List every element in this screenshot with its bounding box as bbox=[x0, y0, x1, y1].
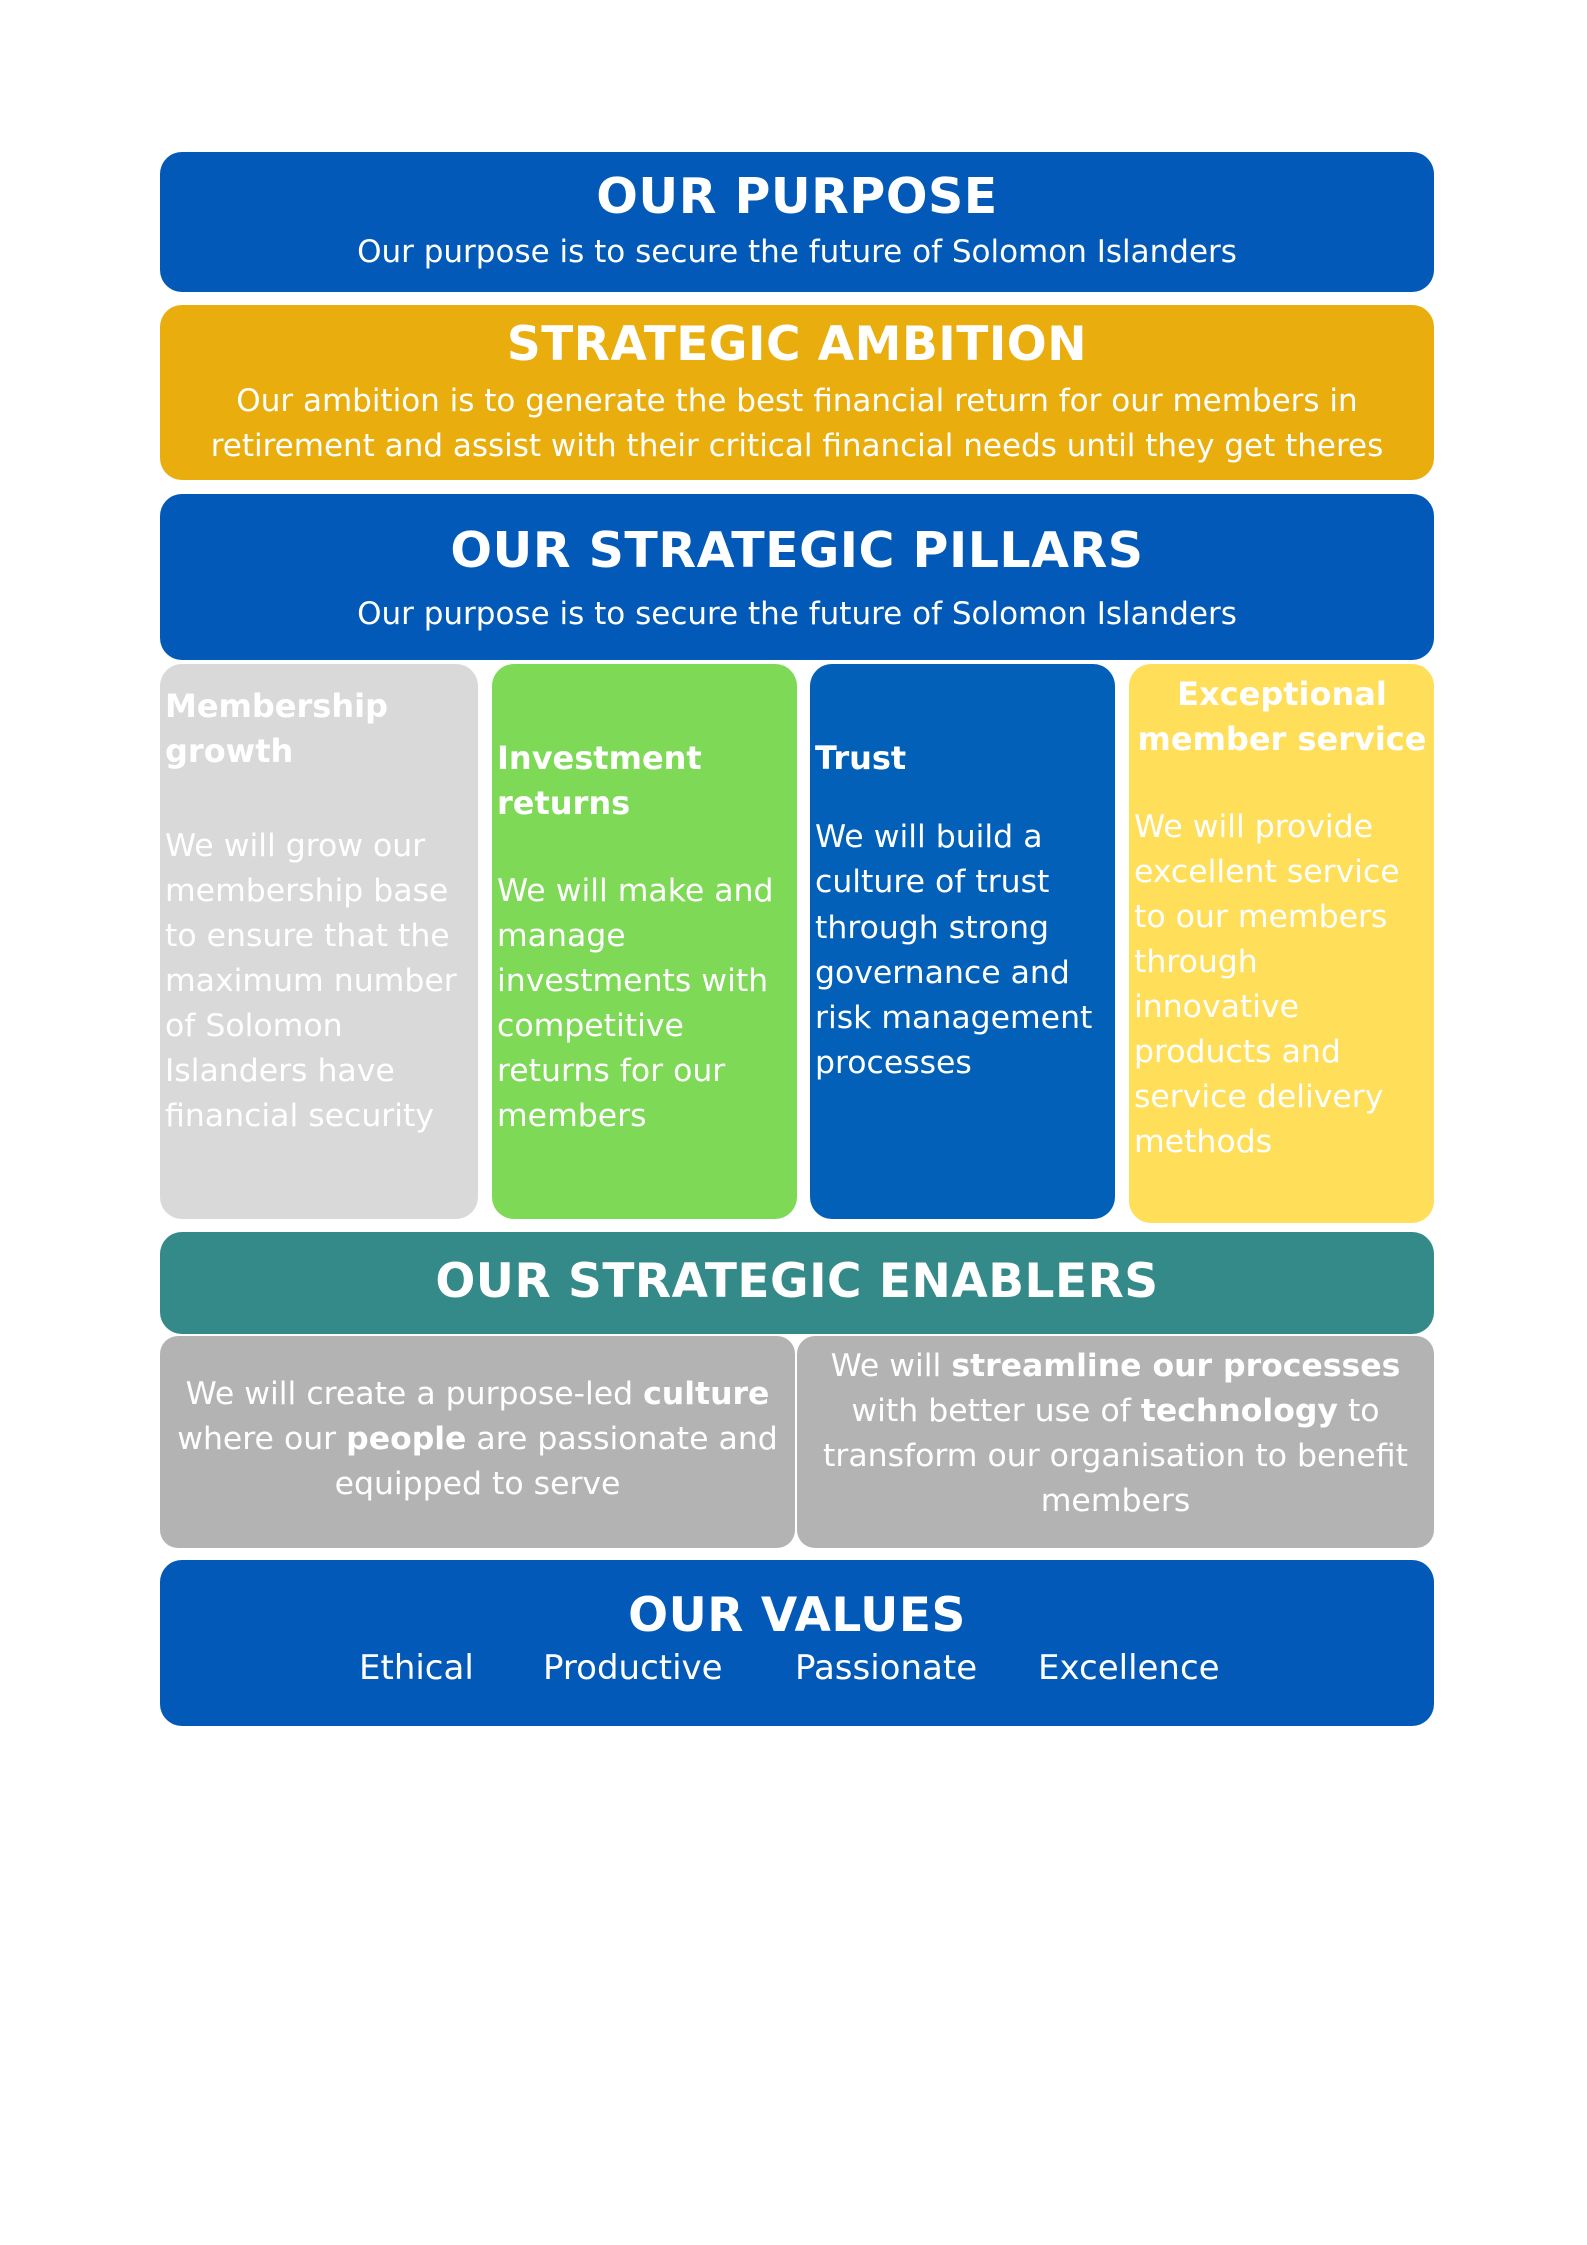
enabler-keyword: streamline our processes bbox=[951, 1348, 1401, 1384]
pillar-body-line: to our members bbox=[1134, 898, 1388, 935]
pillar-body-line: through bbox=[1134, 943, 1258, 980]
pillars-text: Our purpose is to secure the future of Solomon Islanders bbox=[357, 595, 1237, 632]
enabler-text-part: members bbox=[1040, 1483, 1191, 1520]
pillar-membership-growth bbox=[160, 664, 478, 1219]
enabler-keyword: technology bbox=[1140, 1393, 1338, 1430]
enabler-text-part: to bbox=[1337, 1393, 1380, 1430]
pillar-title bbox=[165, 664, 474, 775]
ambition-heading: STRATEGIC AMBITION bbox=[506, 317, 1088, 372]
pillar-title-line: returns bbox=[497, 784, 631, 823]
pillar-body-line: through strong bbox=[815, 909, 1050, 946]
value-item: Excellence bbox=[1038, 1648, 1220, 1688]
purpose-text: Our purpose is to secure the future of Solomon Islanders bbox=[357, 233, 1237, 270]
pillar-body bbox=[165, 824, 474, 1139]
enabler-text-part: transform our organisation to benefit bbox=[823, 1438, 1408, 1475]
pillar-body-line: Islanders have bbox=[165, 1053, 395, 1090]
pillar-body-line: We will provide bbox=[1134, 808, 1374, 845]
enabler-text bbox=[160, 1372, 795, 1507]
enabler-text-part: We will bbox=[830, 1348, 952, 1384]
pillars-heading: OUR STRATEGIC PILLARS bbox=[450, 522, 1144, 579]
enabler-culture bbox=[160, 1336, 795, 1548]
enabler-keyword: people bbox=[346, 1421, 467, 1458]
enabler-text-part: are passionate and bbox=[466, 1421, 778, 1458]
ambition-text bbox=[160, 379, 1434, 469]
pillar-title-line: Membership bbox=[165, 687, 388, 725]
purpose-heading: OUR PURPOSE bbox=[596, 168, 998, 225]
enabler-text bbox=[797, 1344, 1434, 1524]
pillar-body-line: processes bbox=[815, 1044, 972, 1081]
pillar-body-line: membership base bbox=[165, 872, 449, 909]
pillar-investment-returns bbox=[492, 664, 797, 1219]
pillar-body-line: innovative bbox=[1134, 989, 1300, 1025]
pillars-header-panel bbox=[160, 494, 1434, 660]
pillar-title-line: growth bbox=[165, 732, 294, 771]
enabler-text-part: where our bbox=[177, 1421, 347, 1458]
pillar-body-line: We will grow our bbox=[165, 827, 426, 864]
enabler-text-part: with better use of bbox=[851, 1393, 1141, 1430]
pillar-trust bbox=[810, 664, 1115, 1219]
pillar-title bbox=[497, 664, 793, 827]
enabler-processes bbox=[797, 1336, 1434, 1548]
pillar-title-line: Investment bbox=[497, 739, 702, 777]
pillar-body-line: of Solomon bbox=[165, 1008, 343, 1044]
pillar-body-line: We will build a bbox=[815, 819, 1043, 856]
pillar-body-line: methods bbox=[1134, 1124, 1273, 1161]
enablers-heading: OUR STRATEGIC ENABLERS bbox=[435, 1254, 1159, 1309]
enablers-header-panel bbox=[160, 1232, 1434, 1334]
pillar-title bbox=[1134, 664, 1430, 763]
pillar-body-line: returns for our bbox=[497, 1053, 726, 1089]
pillar-body-line: service delivery bbox=[1134, 1079, 1384, 1116]
value-item: Productive bbox=[543, 1648, 723, 1688]
pillar-body-line: risk management bbox=[815, 999, 1093, 1036]
pillar-title-line: Exceptional bbox=[1177, 675, 1387, 713]
value-item: Ethical bbox=[359, 1648, 474, 1688]
pillar-body-line: culture of trust bbox=[815, 864, 1050, 901]
pillar-body bbox=[815, 815, 1111, 1085]
value-item: Passionate bbox=[795, 1648, 978, 1688]
pillar-body-line: investments with bbox=[497, 962, 769, 999]
pillar-body-line: manage bbox=[497, 917, 626, 954]
pillar-body-line: competitive bbox=[497, 1007, 684, 1044]
pillar-title bbox=[815, 664, 1111, 781]
pillar-body-line: financial security bbox=[165, 1098, 434, 1135]
enabler-keyword: culture bbox=[643, 1376, 770, 1412]
pillar-exceptional-member-service bbox=[1129, 664, 1434, 1223]
ambition-panel bbox=[160, 305, 1434, 480]
values-list bbox=[160, 1648, 1434, 1698]
purpose-panel bbox=[160, 152, 1434, 292]
pillar-body-line: members bbox=[497, 1098, 647, 1135]
pillar-body-line: governance and bbox=[815, 954, 1070, 991]
pillar-title-line: Trust bbox=[815, 739, 907, 777]
ambition-line-2: retirement and assist with their critical financial needs until they get theres bbox=[210, 427, 1384, 464]
enabler-text-part: We will create a purpose-led bbox=[185, 1376, 644, 1412]
values-heading: OUR VALUES bbox=[628, 1588, 966, 1643]
pillar-body bbox=[1134, 805, 1430, 1165]
pillar-body bbox=[497, 869, 793, 1139]
pillar-body-line: excellent service bbox=[1134, 853, 1400, 890]
pillar-title-line: member service bbox=[1137, 720, 1427, 759]
enabler-text-part: equipped to serve bbox=[334, 1466, 621, 1503]
pillar-body-line: to ensure that the bbox=[165, 917, 450, 954]
values-panel bbox=[160, 1560, 1434, 1726]
pillar-body-line: products and bbox=[1134, 1034, 1341, 1071]
pillar-body-line: We will make and bbox=[497, 872, 774, 909]
pillar-body-line: maximum number bbox=[165, 962, 457, 999]
ambition-line-1: Our ambition is to generate the best financial return for our members in bbox=[236, 382, 1358, 419]
